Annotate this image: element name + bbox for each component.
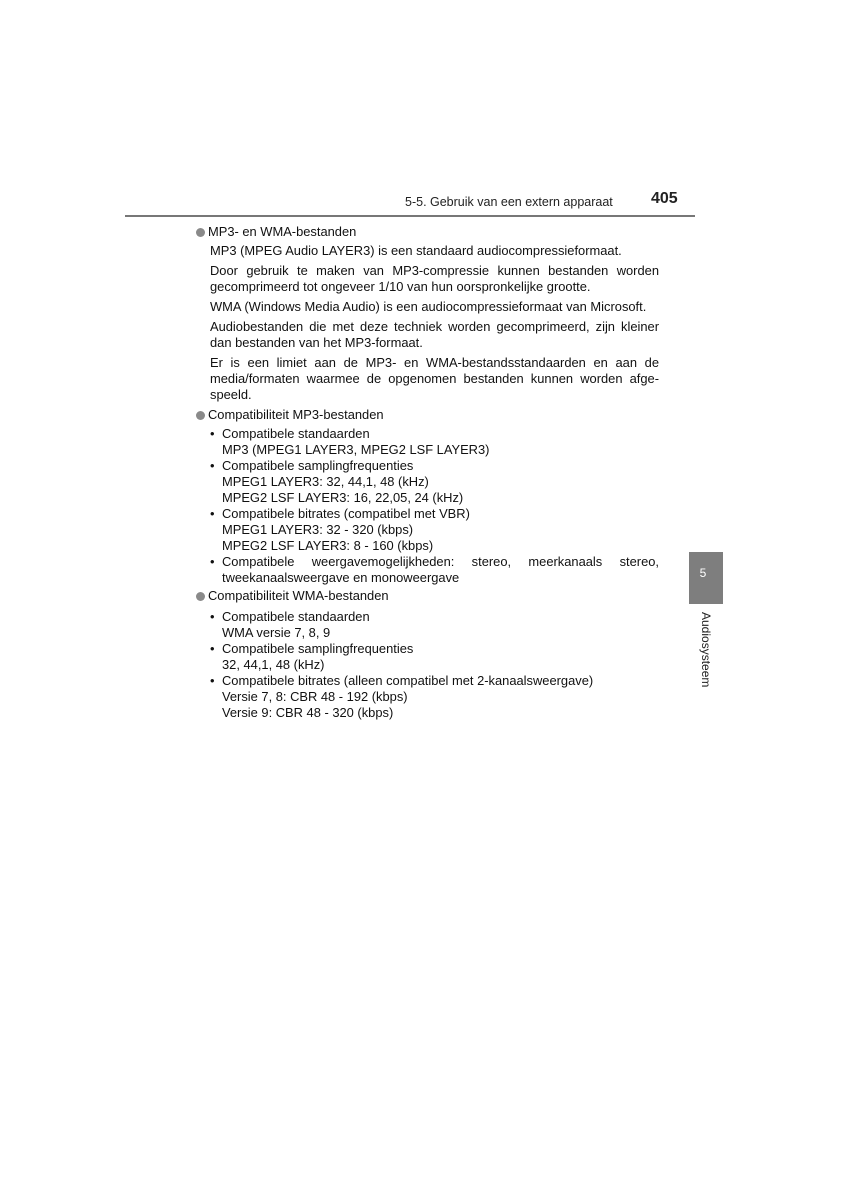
bullet-dot-icon [196, 592, 205, 601]
list-item-label: Compatibele bitrates (alleen compatibel met 2-kanaalsweergave) [222, 673, 594, 688]
list-item [210, 458, 659, 506]
list-item-label: Compatibele standaarden [222, 426, 370, 441]
bullet-icon: • [210, 673, 215, 688]
list-item-detail: Versie 9: CBR 48 - 320 (kbps) [222, 705, 394, 720]
list-item-detail: 32, 44,1, 48 (kHz) [222, 657, 325, 672]
list-item-detail: tweekanaalsweergave en monoweergave [222, 570, 460, 585]
list-item [210, 506, 659, 554]
section-heading-text: Compatibiliteit WMA-bestanden [208, 588, 389, 603]
list-item [210, 641, 659, 673]
list-item-label: Compatibele standaarden [222, 609, 370, 624]
page-number: 405 [651, 190, 678, 207]
chapter-label: Audiosysteem [699, 612, 713, 688]
bullet-icon: • [210, 554, 215, 569]
list-item-label: Compatibele samplingfrequenties [222, 458, 414, 473]
header-rule [125, 215, 695, 217]
list-item [210, 426, 659, 458]
chapter-tab [689, 552, 723, 604]
bullet-icon: • [210, 426, 215, 441]
page-content [196, 224, 659, 723]
list-item [210, 673, 659, 721]
list-item-detail: MPEG2 LSF LAYER3: 8 - 160 (kbps) [222, 538, 434, 553]
paragraph: Audiobestanden die met deze techniek worden gecomprimeerd, zijn kleiner dan bestanden van het MP3-formaat. [210, 319, 659, 350]
spec-list [210, 609, 659, 721]
list-item-detail: MPEG1 LAYER3: 32, 44,1, 48 (kHz) [222, 474, 429, 489]
bullet-icon: • [210, 609, 215, 624]
section-heading [196, 588, 659, 604]
section-heading-text: Compatibiliteit MP3-bestanden [208, 407, 384, 422]
list-item-detail: WMA versie 7, 8, 9 [222, 625, 331, 640]
bullet-icon: • [210, 641, 215, 656]
paragraph: MP3 (MPEG Audio LAYER3) is een standaard audiocompressieformaat. [210, 243, 622, 258]
list-item-label: Compatibele bitrates (compatibel met VBR) [222, 506, 470, 521]
bullet-icon: • [210, 458, 215, 473]
bullet-dot-icon [196, 411, 205, 420]
list-item-detail: Versie 7, 8: CBR 48 - 192 (kbps) [222, 689, 408, 704]
section-heading [196, 224, 659, 240]
section-heading [196, 407, 659, 423]
list-item [210, 554, 659, 586]
list-item [210, 609, 659, 641]
page-header [0, 0, 848, 220]
list-item-detail: MP3 (MPEG1 LAYER3, MPEG2 LSF LAYER3) [222, 442, 490, 457]
list-item-label: Compatibele samplingfrequenties [222, 641, 414, 656]
bullet-icon: • [210, 506, 215, 521]
section-title: 5-5. Gebruik van een extern apparaat [405, 195, 613, 209]
spec-list [210, 426, 659, 586]
list-item-label: Compatibele weergavemogelijkheden: stereo, meerkanaals stereo, [222, 554, 659, 569]
chapter-number: 5 [699, 566, 707, 580]
bullet-dot-icon [196, 228, 205, 237]
list-item-detail: MPEG1 LAYER3: 32 - 320 (kbps) [222, 522, 414, 537]
chapter-label-container [695, 612, 715, 702]
paragraph: Er is een limiet aan de MP3- en WMA-bestandsstandaarden en aan de media/formaten waarmee de opgenomen bestanden kunnen worden afge-speeld. [210, 355, 659, 402]
section-heading-text: MP3- en WMA-bestanden [208, 224, 357, 239]
list-item-detail: MPEG2 LSF LAYER3: 16, 22,05, 24 (kHz) [222, 490, 464, 505]
paragraph: WMA (Windows Media Audio) is een audiocompressieformaat van Microsoft. [210, 299, 647, 314]
paragraph: Door gebruik te maken van MP3-compressie kunnen bestanden worden gecomprimeerd tot ongeveer 1/10 van hun oorspronkelijke grootte. [210, 263, 659, 294]
